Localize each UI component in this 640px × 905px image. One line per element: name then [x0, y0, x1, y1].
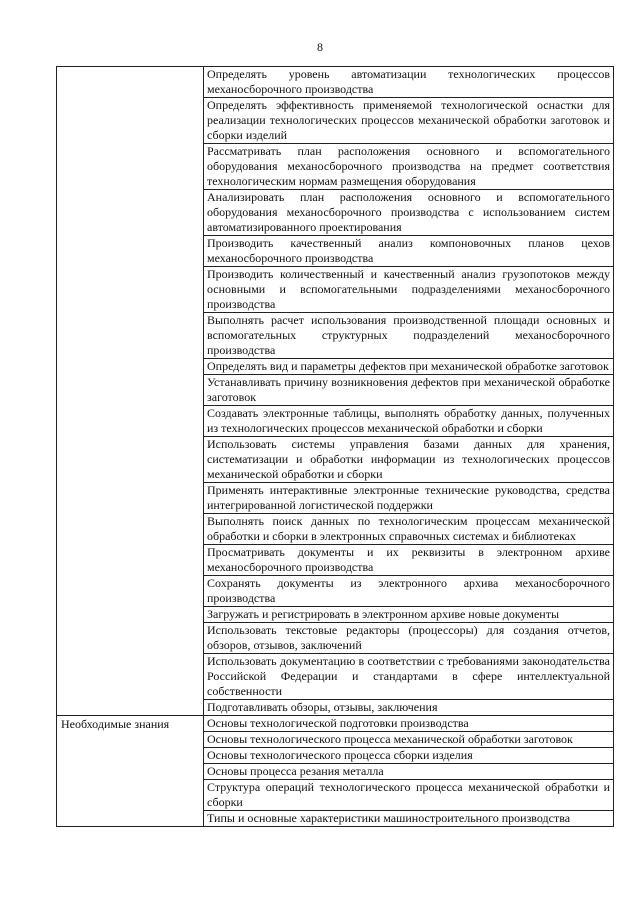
list-item	[204, 189, 613, 235]
list-item-text: Применять интерактивные электронные технические руководства, средства интегрированной логистической поддержки	[207, 483, 610, 512]
list-item-text: Использовать системы управления базами данных для хранения, систематизации и обработки информации из технологических процессов механической обработки и сборки	[207, 437, 610, 481]
list-item	[204, 699, 613, 715]
row-label: Необходимые знания	[57, 716, 204, 827]
list-item-text: Определять эффективность применяемой технологической оснастки для реализации технологических процессов механической обработки заготовок и сборки изделий	[207, 98, 610, 142]
table-row	[57, 716, 614, 827]
page-number: 8	[317, 40, 323, 54]
list-item-text: Основы технологического процесса сборки изделия	[207, 748, 473, 762]
list-item-text: Выполнять поиск данных по технологическим процессам механической обработки и сборки в электронных справочных системах и библиотеках	[207, 514, 610, 543]
list-item	[204, 513, 613, 544]
list-item	[204, 763, 613, 779]
list-item-text: Производить количественный и качественный анализ грузопотоков между основными и вспомогательными подразделениями механосборочного производства	[207, 267, 610, 311]
list-item	[204, 606, 613, 622]
list-item-text: Основы технологического процесса механической обработки заготовок	[207, 732, 573, 746]
list-item-text: Анализировать план расположения основного и вспомогательного оборудования механосборочного производства с использованием систем автоматизированного проектирования	[207, 190, 610, 234]
list-item-text: Основы технологической подготовки производства	[207, 716, 469, 730]
list-item	[204, 436, 613, 482]
list-item	[204, 374, 613, 405]
list-item-text: Типы и основные характеристики машиностроительного производства	[207, 811, 571, 825]
row-label	[57, 67, 204, 716]
list-item-text: Использовать документацию в соответствии с требованиями законодательства Российской Федерации и стандартами в сфере интеллектуальной собственности	[207, 654, 610, 698]
list-item-text: Определять вид и параметры дефектов при механической обработке заготовок	[207, 359, 609, 373]
list-item-text: Устанавливать причину возникновения дефектов при механической обработке заготовок	[207, 375, 610, 404]
list-item-text: Подготавливать обзоры, отзывы, заключения	[207, 700, 438, 714]
list-item	[204, 143, 613, 189]
list-item-text: Просматривать документы и их реквизиты в электронном архиве механосборочного производства	[207, 545, 610, 574]
list-item-text: Структура операций технологического процесса механической обработки и сборки	[207, 780, 610, 809]
requirements-table	[56, 66, 614, 827]
list-item	[204, 653, 613, 699]
list-item	[204, 779, 613, 810]
list-item-text: Загружать и регистрировать в электронном архиве новые документы	[207, 607, 560, 621]
table-row	[57, 67, 614, 716]
list-item	[204, 716, 613, 731]
list-item	[204, 97, 613, 143]
list-item	[204, 405, 613, 436]
table-body	[57, 67, 614, 827]
list-item	[204, 312, 613, 358]
list-item-text: Основы процесса резания металла	[207, 764, 384, 778]
row-items	[204, 716, 614, 827]
list-item	[204, 575, 613, 606]
list-item-text: Выполнять расчет использования производственной площади основных и вспомогательных структурных подразделений механосборочного производства	[207, 313, 610, 357]
list-item-text: Использовать текстовые редакторы (процессоры) для создания отчетов, обзоров, отзывов, заключений	[207, 623, 610, 652]
list-item	[204, 67, 613, 97]
list-item	[204, 266, 613, 312]
list-item-text: Производить качественный анализ компоновочных планов цехов механосборочного производства	[207, 236, 610, 265]
list-item-text: Рассматривать план расположения основного и вспомогательного оборудования механосборочного производства на предмет соответствия технологическим нормам размещения оборудования	[207, 144, 610, 188]
list-item	[204, 622, 613, 653]
list-item	[204, 235, 613, 266]
list-item	[204, 731, 613, 747]
list-item	[204, 358, 613, 374]
list-item	[204, 747, 613, 763]
list-item	[204, 810, 613, 826]
list-item-text: Определять уровень автоматизации технологических процессов механосборочного производства	[207, 67, 610, 96]
row-items	[204, 67, 614, 716]
list-item-text: Сохранять документы из электронного архива механосборочного производства	[207, 576, 610, 605]
list-item	[204, 482, 613, 513]
list-item-text: Создавать электронные таблицы, выполнять обработку данных, полученных из технологических процессов механической обработки и сборки	[207, 406, 610, 435]
list-item	[204, 544, 613, 575]
